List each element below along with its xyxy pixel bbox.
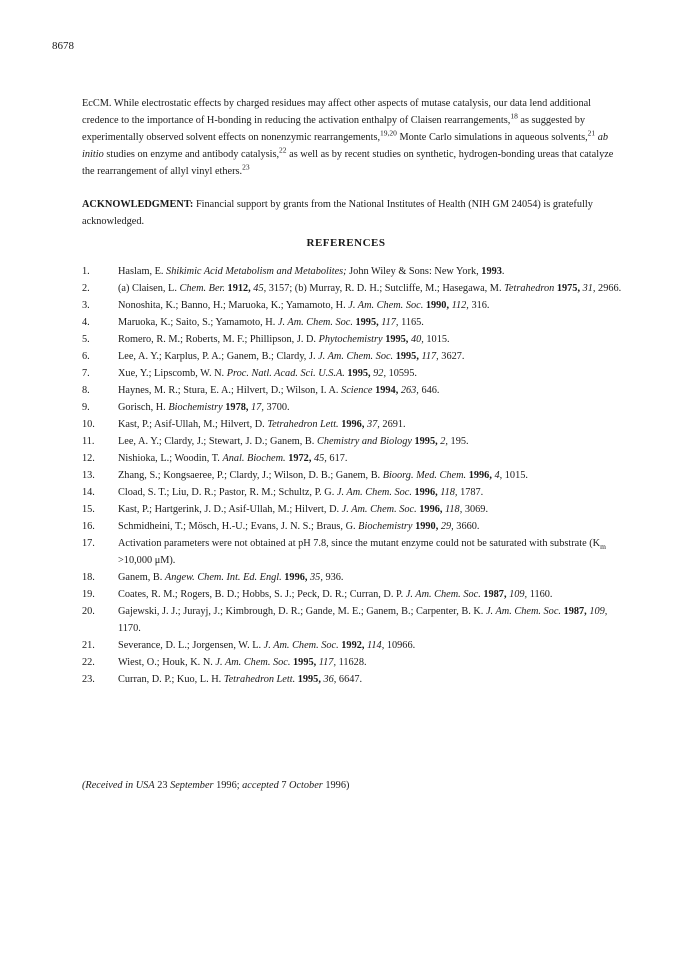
- text-run: Nishioka, L.; Woodin, T.: [118, 453, 223, 464]
- reference-item: [82, 365, 627, 382]
- text-run: Biochemistry: [358, 521, 413, 532]
- received-note: [82, 780, 349, 791]
- text-run: Maruoka, K.; Saito, S.; Yamamoto, H.: [118, 317, 278, 328]
- reference-item: [82, 586, 627, 603]
- text-run: 2966.: [595, 283, 622, 294]
- text-run: 316.: [468, 300, 490, 311]
- reference-item: [82, 518, 627, 535]
- text-run: 118,: [440, 487, 458, 498]
- text-run: 1912,: [227, 283, 251, 294]
- text-run: Gorisch, H.: [118, 402, 169, 413]
- reference-text: [118, 297, 627, 314]
- reference-item: [82, 331, 627, 348]
- reference-item: [82, 637, 627, 654]
- text-run: 6647.: [336, 674, 363, 685]
- text-run: 109,: [589, 606, 608, 617]
- reference-number: 21.: [82, 640, 95, 651]
- reference-text: [118, 518, 627, 535]
- reference-number: 12.: [82, 453, 95, 464]
- text-run: ab initio: [82, 132, 609, 161]
- text-run: Coates, R. M.; Rogers, B. D.; Hobbs, S. J.; Peck, D. R.; Curran, D. P.: [118, 589, 406, 600]
- text-run: Kast, P.; Hartgerink, J. D.; Asif-Ullah, M.; Hilvert, D.: [118, 504, 342, 515]
- reference-number: 23.: [82, 674, 95, 685]
- text-run: 646.: [418, 385, 440, 396]
- text-run: 263,: [400, 385, 419, 396]
- reference-item: [82, 382, 627, 399]
- reference-item: [82, 603, 627, 637]
- text-run: ACKNOWLEDGMENT:: [82, 199, 194, 210]
- text-run: 1996;: [213, 780, 243, 791]
- text-run: 1996,: [284, 572, 308, 583]
- reference-number: 17.: [82, 538, 95, 549]
- text-run: Chem. Ber.: [179, 283, 225, 294]
- reference-text: [118, 484, 627, 501]
- text-run: Phytochemistry: [318, 334, 383, 345]
- text-run: 3700.: [263, 402, 290, 413]
- text-run: 1996): [322, 780, 350, 791]
- reference-item: [82, 484, 627, 501]
- reference-text: [118, 603, 627, 637]
- text-run: 1995,: [347, 368, 371, 379]
- reference-text: [118, 467, 627, 484]
- text-run: J. Am. Chem. Soc.: [277, 317, 353, 328]
- text-run: 114,: [367, 640, 385, 651]
- text-run: Tetrahedron Lett.: [267, 419, 339, 430]
- text-run: Lee, A. Y.; Clardy, J.; Stewart, J. D.; Ganem, B.: [118, 436, 317, 447]
- text-run: EcCM. While electrostatic effects by charged residues may affect other aspects of mutase catalysis, our data lend additional credence to the importance of H-bonding in reducing the activation enthalpy of Claisen rearrangements,: [82, 98, 592, 127]
- text-run: 1995,: [355, 317, 379, 328]
- reference-text: [118, 348, 627, 365]
- text-run: 2,: [440, 436, 448, 447]
- text-run: Nonoshita, K.; Banno, H.; Maruoka, K.; Yamamoto, H.: [118, 300, 349, 311]
- text-run: 112,: [451, 300, 469, 311]
- reference-text: [118, 654, 627, 671]
- text-run: 1996,: [419, 504, 443, 515]
- text-run: J. Am. Chem. Soc.: [263, 640, 339, 651]
- text-run: >10,000 μM).: [118, 555, 176, 566]
- reference-text: [118, 314, 627, 331]
- reference-number: 22.: [82, 657, 95, 668]
- text-run: J. Am. Chem. Soc.: [405, 589, 481, 600]
- text-run: 22: [279, 145, 287, 155]
- text-run: 18: [510, 111, 518, 121]
- text-run: 3157; (b) Murray, R. D. H.; Sutcliffe, M.; Hasegawa, M.: [266, 283, 505, 294]
- text-run: 92,: [373, 368, 387, 379]
- reference-item: [82, 671, 627, 688]
- reference-number: 4.: [82, 317, 90, 328]
- reference-number: 11.: [82, 436, 95, 447]
- references-heading: REFERENCES: [306, 237, 386, 249]
- text-run: 1995,: [293, 657, 317, 668]
- text-run: John Wiley & Sons: New York,: [346, 266, 482, 277]
- text-run: Shikimic Acid Metabolism and Metabolites;: [166, 266, 347, 277]
- text-run: Chemistry and Biology: [316, 436, 412, 447]
- text-run: 117,: [421, 351, 439, 362]
- reference-number: 5.: [82, 334, 90, 345]
- text-run: Gajewski, J. J.; Jurayj, J.; Kimbrough, D. R.; Gande, M. E.; Ganem, B.; Carpenter, B. K.: [118, 606, 486, 617]
- reference-item: [82, 654, 627, 671]
- text-run: 117,: [318, 657, 337, 668]
- text-run: 1987,: [563, 606, 587, 617]
- text-run: 1993: [481, 266, 502, 277]
- text-run: 3660.: [453, 521, 480, 532]
- text-run: 40,: [410, 334, 424, 345]
- text-run: m: [600, 542, 606, 552]
- reference-text: [118, 569, 627, 586]
- reference-item: [82, 501, 627, 518]
- text-run: 1990,: [415, 521, 439, 532]
- text-run: 23: [154, 780, 171, 791]
- text-run: J. Am. Chem. Soc.: [336, 487, 412, 498]
- reference-number: 6.: [82, 351, 90, 362]
- reference-number: 16.: [82, 521, 95, 532]
- text-run: Tetrahedron Lett.: [223, 674, 296, 685]
- text-run: 11628.: [336, 657, 367, 668]
- reference-item: [82, 399, 627, 416]
- text-run: Severance, D. L.; Jorgensen, W. L.: [118, 640, 264, 651]
- text-run: 17,: [251, 402, 264, 413]
- text-run: Bioorg. Med. Chem.: [382, 470, 467, 481]
- text-run: J. Am. Chem. Soc.: [341, 504, 417, 515]
- text-run: 37,: [366, 419, 380, 430]
- text-run: accepted: [242, 780, 279, 791]
- reference-item: [82, 535, 627, 569]
- text-run: 1990,: [425, 300, 450, 311]
- text-run: 1995,: [414, 436, 438, 447]
- text-run: (a) Claisen, L.: [118, 283, 180, 294]
- reference-text: [118, 671, 627, 688]
- reference-item: [82, 297, 627, 314]
- reference-text: [118, 416, 627, 433]
- text-run: 1015.: [502, 470, 528, 481]
- text-run: 936.: [322, 572, 344, 583]
- text-run: 3627.: [438, 351, 465, 362]
- text-run: Romero, R. M.; Roberts, M. F.; Phillipson, J. D.: [118, 334, 319, 345]
- text-run: 117,: [381, 317, 399, 328]
- reference-number: 1.: [82, 266, 90, 277]
- reference-item: [82, 416, 627, 433]
- text-run: 10966.: [384, 640, 416, 651]
- references-list: [82, 263, 627, 688]
- reference-text: [118, 535, 627, 569]
- text-run: Wiest, O.; Houk, K. N.: [118, 657, 216, 668]
- reference-item: [82, 467, 627, 484]
- reference-item: [82, 314, 627, 331]
- reference-number: 7.: [82, 368, 90, 379]
- text-run: 118,: [445, 504, 463, 515]
- text-run: studies on enzyme and antibody catalysis,: [103, 149, 280, 161]
- text-run: 1160.: [527, 589, 553, 600]
- reference-number: 3.: [82, 300, 90, 311]
- text-run: 45,: [313, 453, 327, 464]
- reference-text: [118, 365, 627, 382]
- reference-number: 15.: [82, 504, 95, 515]
- reference-number: 13.: [82, 470, 95, 481]
- text-run: 1987,: [483, 589, 507, 600]
- text-run: 1995,: [385, 334, 409, 345]
- text-run: 23: [242, 162, 250, 172]
- reference-text: [118, 586, 627, 603]
- text-run: J. Am. Chem. Soc.: [318, 351, 394, 362]
- text-run: Haynes, M. R.; Stura, E. A.; Hilvert, D.; Wilson, I. A.: [118, 385, 342, 396]
- text-run: 1015.: [423, 334, 450, 345]
- text-run: 10595.: [386, 368, 417, 379]
- reference-text: [118, 263, 627, 280]
- text-run: 21: [587, 128, 596, 138]
- reference-text: [118, 450, 627, 467]
- text-run: J. Am. Chem. Soc.: [485, 606, 561, 617]
- reference-text: [118, 399, 627, 416]
- text-run: 195.: [447, 436, 469, 447]
- text-run: .: [501, 266, 505, 277]
- text-run: Financial support by grants from the National Institutes of Health (NIH GM 24054) is gratefully acknowledged.: [82, 199, 593, 227]
- text-run: Biochemistry: [168, 402, 223, 413]
- text-run: Activation parameters were not obtained at pH 7.8, since the mutant enzyme could not be saturated with substrate (K: [118, 538, 601, 549]
- reference-item: [82, 348, 627, 365]
- text-run: Anal. Biochem.: [222, 453, 286, 464]
- text-run: Curran, D. P.; Kuo, L. H.: [118, 674, 224, 685]
- text-run: Schmidheini, T.; Mösch, H.-U.; Evans, J. N. S.; Braus, G.: [118, 521, 359, 532]
- text-run: 1995,: [297, 674, 321, 685]
- text-run: 617.: [326, 453, 348, 464]
- text-run: 1994,: [375, 385, 399, 396]
- text-run: 1972,: [288, 453, 312, 464]
- text-run: 1992,: [341, 640, 365, 651]
- text-run: 1975,: [556, 283, 581, 294]
- text-run: 7: [278, 780, 290, 791]
- reference-item: [82, 450, 627, 467]
- text-run: Monte Carlo simulations in aqueous solvents,: [396, 132, 588, 144]
- text-run: 35,: [310, 572, 323, 583]
- reference-number: 19.: [82, 589, 95, 600]
- reference-item: [82, 263, 627, 280]
- text-run: 31,: [582, 283, 596, 294]
- text-run: 109,: [509, 589, 528, 600]
- reference-number: 14.: [82, 487, 95, 498]
- reference-number: 10.: [82, 419, 95, 430]
- text-run: 1787.: [457, 487, 484, 498]
- text-run: 1165.: [398, 317, 424, 328]
- reference-text: [118, 637, 627, 654]
- reference-text: [118, 382, 627, 399]
- text-run: Zhang, S.; Kongsaeree, P.; Clardy, J.; Wilson, D. B.; Ganem, B.: [118, 470, 383, 481]
- text-run: 2691.: [379, 419, 406, 430]
- reference-text: [118, 501, 627, 518]
- text-run: Xue, Y.; Lipscomb, W. N.: [118, 368, 227, 379]
- text-run: Kast, P.; Asif-Ullah, M.; Hilvert, D.: [118, 419, 268, 430]
- text-run: 36,: [323, 674, 337, 685]
- reference-text: [118, 331, 627, 348]
- page-number: 8678: [52, 40, 74, 52]
- text-run: 1170.: [118, 623, 141, 634]
- body-paragraph: [82, 95, 622, 180]
- reference-text: [118, 280, 627, 297]
- text-run: 29,: [440, 521, 454, 532]
- text-run: as suggested by experimentally observed solvent effects on nonenzymic rearrangements,: [82, 115, 586, 144]
- reference-number: 8.: [82, 385, 90, 396]
- reference-text: [118, 433, 627, 450]
- text-run: October: [289, 780, 323, 791]
- text-run: 1996,: [414, 487, 438, 498]
- text-run: September: [170, 780, 214, 791]
- text-run: 19,20: [380, 128, 397, 138]
- text-run: 45,: [253, 283, 267, 294]
- reference-number: 18.: [82, 572, 95, 583]
- text-run: 3069.: [462, 504, 489, 515]
- text-run: Science: [341, 385, 373, 396]
- text-run: Haslam, E.: [118, 266, 167, 277]
- reference-item: [82, 569, 627, 586]
- text-run: 1995,: [395, 351, 419, 362]
- text-run: J. Am. Chem. Soc.: [348, 300, 424, 311]
- reference-item: [82, 433, 627, 450]
- text-run: 1996,: [468, 470, 492, 481]
- text-run: Ganem, B.: [118, 572, 165, 583]
- text-run: 1978,: [225, 402, 249, 413]
- text-run: Angew. Chem. Int. Ed. Engl.: [164, 572, 282, 583]
- text-run: (Received in USA: [82, 780, 155, 791]
- reference-item: [82, 280, 627, 297]
- text-run: Proc. Natl. Acad. Sci. U.S.A.: [226, 368, 345, 379]
- text-run: 4,: [494, 470, 503, 481]
- acknowledgment-paragraph: [82, 196, 622, 230]
- text-run: J. Am. Chem. Soc.: [215, 657, 291, 668]
- text-run: Tetrahedron: [504, 283, 555, 294]
- reference-number: 2.: [82, 283, 90, 294]
- reference-number: 20.: [82, 606, 95, 617]
- reference-number: 9.: [82, 402, 90, 413]
- text-run: Lee, A. Y.; Karplus, P. A.; Ganem, B.; Clardy, J.: [118, 351, 319, 362]
- text-run: Cload, S. T.; Liu, D. R.; Pastor, R. M.; Schultz, P. G.: [118, 487, 337, 498]
- text-run: 1996,: [341, 419, 365, 430]
- text-run: as well as by recent studies on synthetic, hydrogen-bonding ureas that catalyze the rearrangement of allyl vinyl ethers.: [82, 149, 614, 178]
